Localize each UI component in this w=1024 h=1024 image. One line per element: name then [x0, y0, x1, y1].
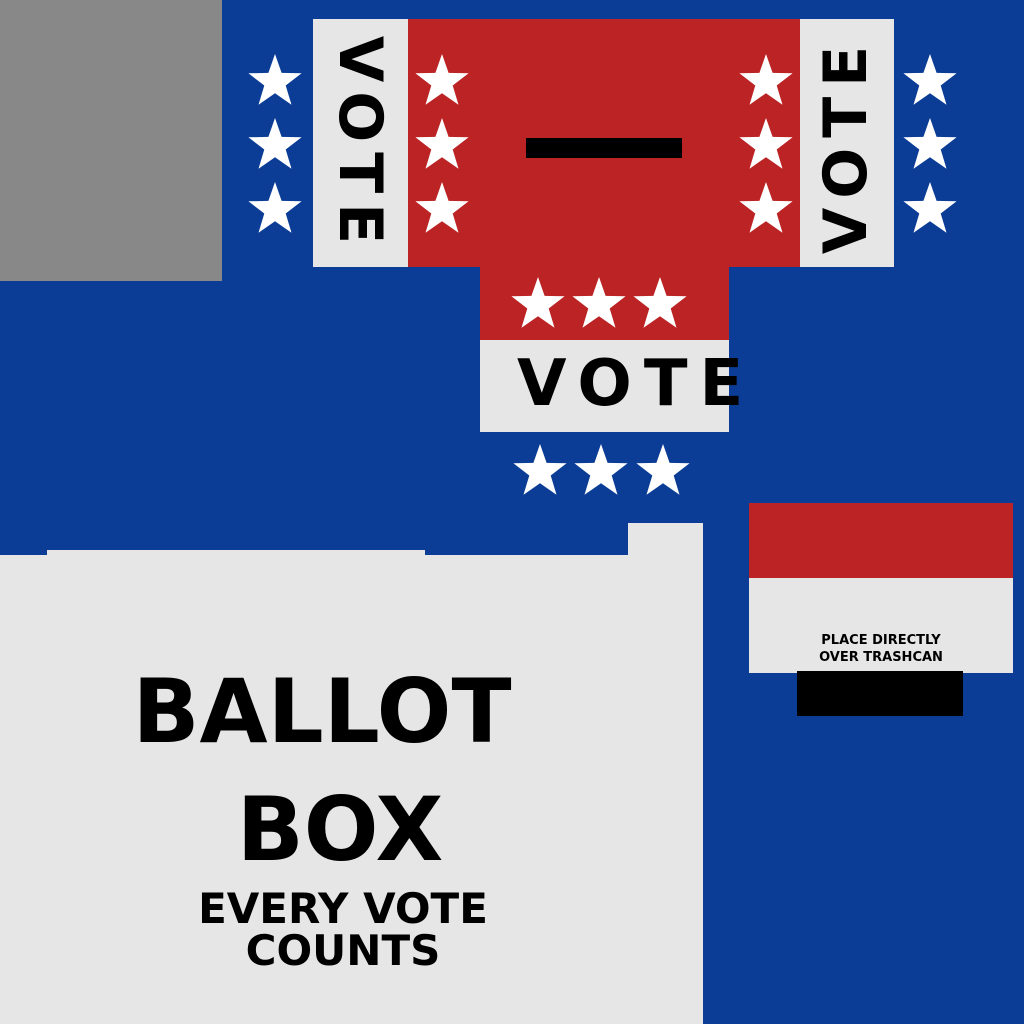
star-icon	[248, 54, 301, 105]
star-icon	[903, 118, 956, 169]
ballot-subtitle: EVERY VOTE COUNTS	[198, 884, 488, 975]
note-line-2: OVER TRASHCAN	[819, 650, 943, 665]
star-icon	[903, 182, 956, 233]
star-icon	[415, 54, 468, 105]
star-icon	[574, 444, 627, 495]
star-icon	[248, 118, 301, 169]
star-icon	[739, 118, 792, 169]
star-icon	[739, 54, 792, 105]
vote-label-left: VOTE	[325, 35, 395, 255]
star-icon	[511, 277, 564, 328]
vote-label-right: VOTE	[811, 35, 881, 255]
star-icon	[739, 182, 792, 233]
note-line-1: PLACE DIRECTLY	[821, 633, 941, 648]
vote-label-bottom: VOTE	[517, 347, 756, 421]
star-icon	[572, 277, 625, 328]
star-icon	[248, 182, 301, 233]
ballot-title-line-1: BALLOT	[132, 660, 512, 763]
ballot-title-line-2: BOX	[236, 778, 444, 881]
star-icon	[636, 444, 689, 495]
star-icon	[903, 54, 956, 105]
star-icon	[415, 182, 468, 233]
star-icon	[633, 277, 686, 328]
star-icon	[513, 444, 566, 495]
star-icon	[415, 118, 468, 169]
